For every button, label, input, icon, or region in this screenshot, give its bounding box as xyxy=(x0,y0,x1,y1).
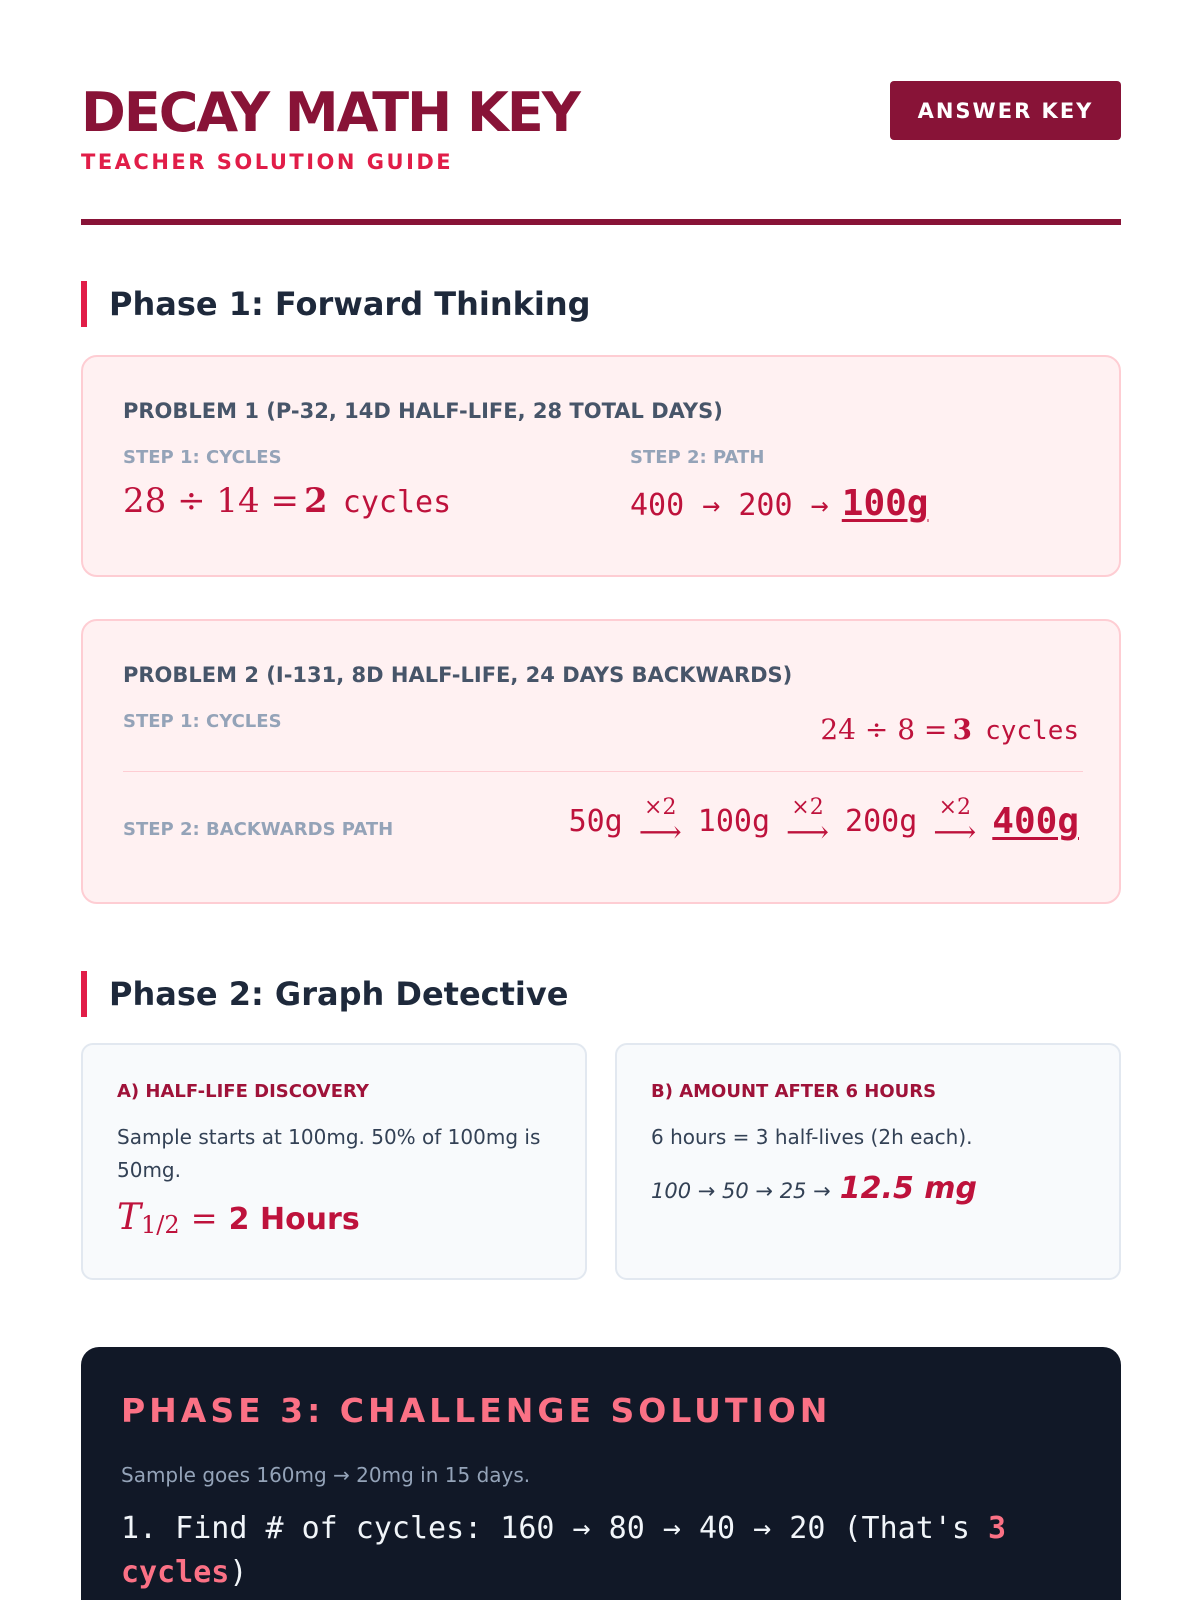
problem1-step1-label: STEP 1: CYCLES xyxy=(123,447,282,468)
problem1-step1-expr: 28 ÷ 14 = xyxy=(123,481,299,521)
path-value: 100g xyxy=(697,804,771,839)
half-life-subscript: 1/2 xyxy=(141,1211,180,1240)
answer-key-badge: ANSWER KEY xyxy=(890,81,1121,140)
page-header xyxy=(81,80,1121,230)
header-divider xyxy=(81,219,1121,225)
problem1-step2-math xyxy=(630,483,928,524)
problem2-divider xyxy=(123,771,1083,772)
phase2-heading-text: Phase 2: Graph Detective xyxy=(109,975,569,1013)
problem2-step1-unit: cycles xyxy=(985,716,1079,746)
problem2-step1-math xyxy=(820,713,1079,746)
half-life-answer: 2 Hours xyxy=(228,1202,360,1237)
card-a-text: Sample starts at 100mg. 50% of 100mg is 50mg. xyxy=(117,1125,541,1182)
times-two-arrow: ×2 ⟶ xyxy=(638,795,682,850)
phase3-step1-text: 1. Find # of cycles: 160 → 80 → 40 → 20 (That's xyxy=(121,1511,988,1546)
challenge-solution-panel xyxy=(81,1347,1121,1600)
problem2-step2-label: STEP 2: BACKWARDS PATH xyxy=(123,819,394,840)
problem2-backwards-path xyxy=(568,795,1079,850)
equals-sign: = xyxy=(190,1199,218,1237)
times-two-arrow: ×2 ⟶ xyxy=(786,795,830,850)
path-value: 200g xyxy=(845,804,918,839)
card-b-heading: B) AMOUNT AFTER 6 HOURS xyxy=(651,1081,937,1102)
problem2-step1-label: STEP 1: CYCLES xyxy=(123,711,282,732)
problem1-step2-label: STEP 2: PATH xyxy=(630,447,765,468)
heading-accent-bar xyxy=(81,971,87,1017)
problem1-step1-unit: cycles xyxy=(342,485,452,520)
card-b-path: 100 → 50 → 25 → xyxy=(651,1179,831,1203)
problem1-title: PROBLEM 1 (P-32, 14D HALF-LIFE, 28 TOTAL DAYS) xyxy=(123,399,723,423)
phase1-heading xyxy=(81,281,591,327)
problem1-step1-math xyxy=(123,481,451,521)
problem2-title: PROBLEM 2 (I-131, 8D HALF-LIFE, 24 DAYS BACKWARDS) xyxy=(123,663,793,687)
phase3-step1-highlight: 3 cycles xyxy=(121,1511,1007,1590)
phase3-summary: Sample goes 160mg → 20mg in 15 days. xyxy=(121,1463,531,1487)
card-a-heading: A) HALF-LIFE DISCOVERY xyxy=(117,1081,369,1102)
problem2-answer: 400g xyxy=(992,801,1079,842)
phase3-step1-close: ) xyxy=(229,1555,248,1590)
problem2-step1-result: 3 xyxy=(952,713,972,746)
problem2-step1-expr: 24 ÷ 8 = xyxy=(820,713,948,746)
page-subtitle: TEACHER SOLUTION GUIDE xyxy=(81,150,454,174)
problem2-card xyxy=(81,619,1121,904)
problem1-answer: 100g xyxy=(841,483,929,524)
phase3-step1 xyxy=(121,1507,1081,1595)
times-two-arrow: ×2 ⟶ xyxy=(933,795,977,850)
path-value: 50g xyxy=(568,804,623,839)
problem1-card xyxy=(81,355,1121,577)
problem1-path: 400 → 200 → xyxy=(630,488,829,523)
half-life-card xyxy=(81,1043,587,1280)
problem1-step1-result: 2 xyxy=(304,481,328,521)
amount-after-card xyxy=(615,1043,1121,1280)
phase1-heading-text: Phase 1: Forward Thinking xyxy=(109,285,591,323)
page-title: DECAY MATH KEY xyxy=(81,81,579,144)
card-b-answer: 12.5 mg xyxy=(839,1171,977,1206)
half-life-symbol: T xyxy=(117,1197,142,1238)
card-b-text: 6 hours = 3 half-lives (2h each). xyxy=(651,1125,973,1149)
phase3-heading: PHASE 3: CHALLENGE SOLUTION xyxy=(121,1391,832,1430)
heading-accent-bar xyxy=(81,281,87,327)
phase2-heading xyxy=(81,971,568,1017)
card-b-result xyxy=(651,1171,977,1206)
card-a-result xyxy=(117,1197,360,1239)
